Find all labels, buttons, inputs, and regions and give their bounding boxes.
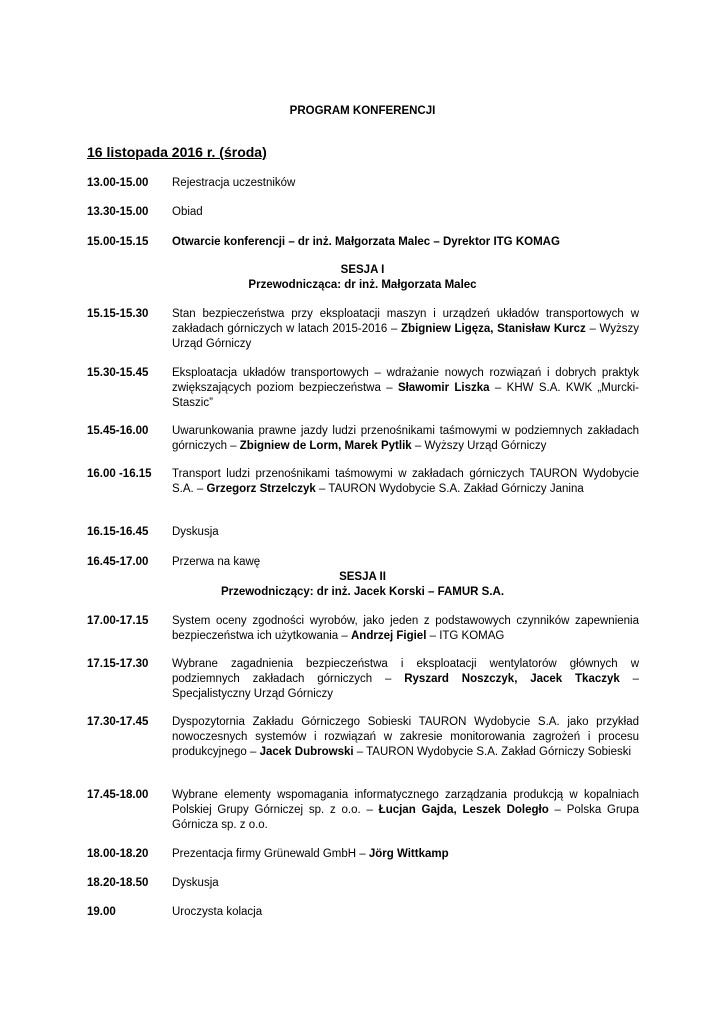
agenda-item — [87, 424, 639, 454]
agenda-item — [87, 715, 639, 760]
agenda-text: System oceny zgodności wyrobów, jako jeden z podstawowych czynników zapewnienia bezpieczeństwa ich użytkowania – — [172, 615, 639, 642]
session-1-chair: Przewodnicząca: dr inż. Małgorzata Malec — [248, 279, 477, 291]
agenda-time: 15.00-15.15 — [87, 236, 149, 248]
session-2-chair: Przewodniczący: dr inż. Jacek Korski – FAMUR S.A. — [220, 586, 505, 598]
session-1-name: SESJA I — [340, 264, 385, 276]
agenda-item — [87, 788, 639, 833]
agenda-item — [87, 657, 639, 702]
agenda-description — [172, 905, 639, 920]
agenda-description — [172, 424, 639, 454]
agenda-text: – TAURON Wydobycie S.A. Zakład Górniczy Janina — [315, 483, 584, 495]
agenda-description — [172, 847, 639, 862]
agenda-item — [87, 847, 639, 862]
agenda-time: 17.15-17.30 — [87, 658, 149, 670]
agenda-text: Transport ludzi przenośnikami taśmowymi w zakładach górniczych TAURON Wydobycie S.A. – — [172, 468, 639, 495]
agenda-description — [172, 876, 639, 891]
agenda-description — [172, 366, 639, 411]
agenda-item — [87, 307, 639, 352]
agenda-item — [87, 235, 639, 250]
agenda-description — [172, 788, 639, 833]
agenda-text: Rejestracja uczestników — [172, 177, 296, 189]
agenda-description — [172, 235, 639, 250]
agenda-time: 16.15-16.45 — [87, 526, 149, 538]
agenda-text: – TAURON Wydobycie S.A. Zakład Górniczy Sobieski — [353, 746, 632, 758]
page-title: PROGRAM KONFERENCJI — [289, 105, 436, 117]
speaker-name: Jörg Wittkamp — [368, 848, 449, 860]
agenda-description — [172, 555, 639, 570]
agenda-item — [87, 905, 639, 920]
speaker-name: Zbigniew Ligęza, Stanisław Kurcz — [401, 323, 586, 335]
agenda-description — [172, 715, 639, 760]
agenda-text: – Wyższy Urząd Górniczy — [172, 323, 639, 350]
agenda-time: 19.00 — [87, 906, 116, 918]
speaker-name: Sławomir Liszka — [397, 382, 490, 394]
agenda-item — [87, 366, 639, 411]
session-1-header — [0, 263, 725, 293]
agenda-description — [172, 467, 639, 497]
agenda-item — [87, 614, 639, 644]
speaker-name: Otwarcie konferencji – dr inż. Małgorzata Malec – Dyrektor ITG KOMAG — [172, 236, 560, 248]
speaker-name: Grzegorz Strzelczyk — [206, 483, 316, 495]
agenda-time: 13.30-15.00 — [87, 206, 149, 218]
agenda-time: 17.30-17.45 — [87, 716, 149, 728]
agenda-description — [172, 176, 639, 191]
agenda-description — [172, 657, 639, 702]
agenda-text: – Polska Grupa Górnicza sp. z o.o. — [172, 804, 639, 831]
speaker-name: Jacek Dubrowski — [259, 746, 354, 758]
agenda-time: 16.45-17.00 — [87, 556, 149, 568]
session-2-name: SESJA II — [339, 571, 386, 583]
speaker-name: Ryszard Noszczyk, Jacek Tkaczyk — [404, 673, 620, 685]
agenda-text: Prezentacja firmy Grünewald GmbH – — [172, 848, 369, 860]
agenda-text: Dyskusja — [172, 526, 219, 538]
agenda-text: Obiad — [172, 206, 203, 218]
agenda-time: 15.30-15.45 — [87, 367, 149, 379]
agenda-text: Uroczysta kolacja — [172, 906, 263, 918]
agenda-description — [172, 614, 639, 644]
agenda-text: – ITG KOMAG — [426, 630, 505, 642]
agenda-time: 15.45-16.00 — [87, 425, 149, 437]
agenda-text: Dyspozytornia Zakładu Górniczego Sobieski TAURON Wydobycie S.A. jako przykład nowoczesnych systemów i rozwiązań w zakresie monitorowania zagrożeń i procesu produkcyjnego – — [172, 716, 639, 758]
agenda-item — [87, 467, 639, 497]
speaker-name: Łucjan Gajda, Leszek Doległo — [378, 804, 549, 816]
agenda-item — [87, 176, 639, 191]
agenda-time: 13.00-15.00 — [87, 177, 149, 189]
conference-date: 16 listopada 2016 r. (środa) — [87, 144, 267, 160]
agenda-text: Przerwa na kawę — [172, 556, 261, 568]
speaker-name: Zbigniew de Lorm, Marek Pytlik — [239, 440, 412, 452]
speaker-name: Andrzej Figiel — [351, 630, 427, 642]
agenda-text: Wybrane zagadnienia bezpieczeństwa i eksploatacji wentylatorów głównych w podziemnych zakładach górniczych – — [172, 658, 639, 685]
agenda-description — [172, 525, 639, 540]
agenda-item — [87, 525, 639, 540]
agenda-description — [172, 205, 639, 220]
agenda-time: 18.00-18.20 — [87, 848, 149, 860]
agenda-time: 17.00-17.15 — [87, 615, 149, 627]
agenda-text: Uwarunkowania prawne jazdy ludzi przenośnikami taśmowymi w podziemnych zakładach górniczych – — [172, 425, 639, 452]
agenda-item — [87, 205, 639, 220]
agenda-text: Eksploatacja układów transportowych – wdrażanie nowych rozwiązań i dobrych praktyk zwiększających poziom bezpieczeństwa – — [172, 367, 639, 394]
agenda-time: 15.15-15.30 — [87, 308, 149, 320]
agenda-time: 16.00 -16.15 — [87, 468, 152, 480]
agenda-text: – KHW S.A. KWK „Murcki-Staszic” — [172, 382, 639, 409]
agenda-text: Dyskusja — [172, 877, 219, 889]
agenda-time: 17.45-18.00 — [87, 789, 149, 801]
agenda-description — [172, 307, 639, 352]
agenda-time: 18.20-18.50 — [87, 877, 149, 889]
agenda-item — [87, 876, 639, 891]
agenda-text: – Specjalistyczny Urząd Górniczy — [172, 673, 640, 700]
agenda-text: Stan bezpieczeństwa przy eksploatacji maszyn i urządzeń układów transportowych w zakładach górniczych w latach 2015-2016 – — [172, 308, 639, 335]
agenda-item — [87, 555, 639, 570]
agenda-text: – Wyższy Urząd Górniczy — [411, 440, 547, 452]
session-2-header — [0, 570, 725, 600]
agenda-text: Wybrane elementy wspomagania informatycznego zarządzania produkcją w kopalniach Polskiej Grupy Górniczej sp. z o.o. – — [172, 789, 639, 816]
